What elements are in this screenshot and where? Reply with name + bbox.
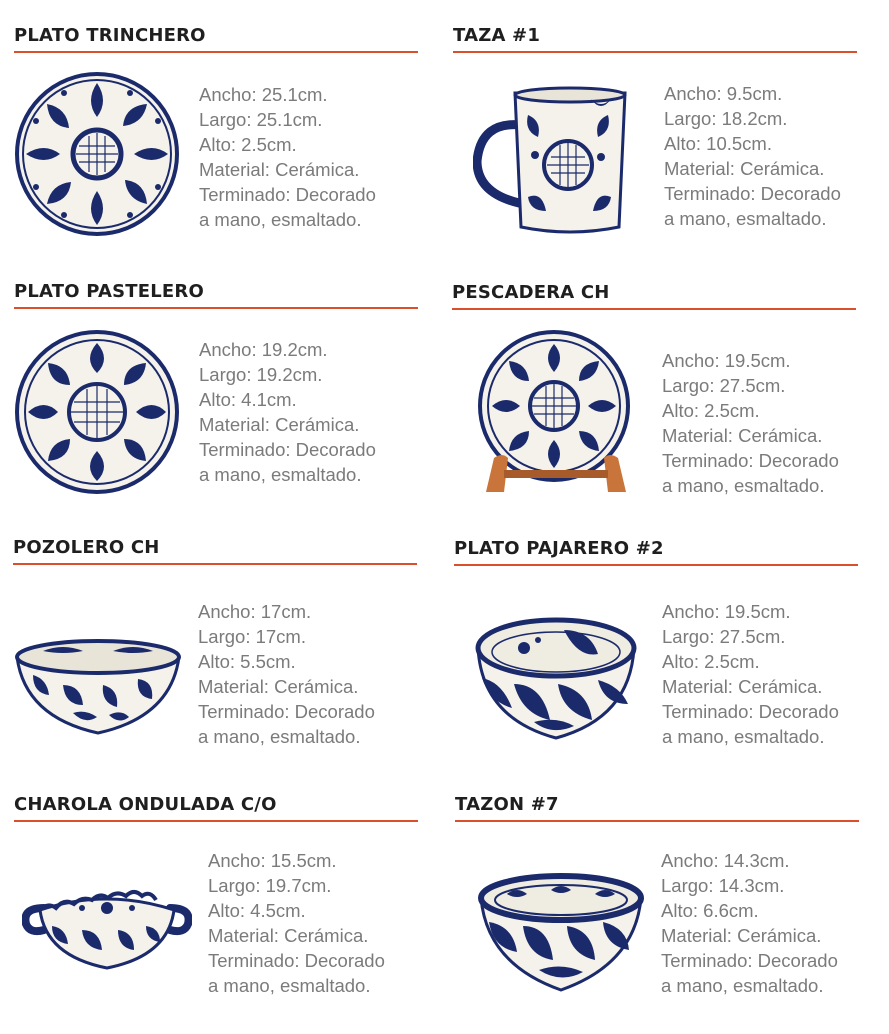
product-card-tazon-7 <box>455 794 875 1034</box>
product-specs <box>662 348 839 498</box>
spec-alto: Alto: 2.5cm. <box>662 400 760 421</box>
bowl-icon <box>477 870 645 995</box>
product-specs <box>199 82 376 232</box>
spec-terminado-cont: a mano, esmaltado. <box>662 475 825 496</box>
title-divider <box>13 563 417 565</box>
spec-terminado-cont: a mano, esmaltado. <box>662 726 825 747</box>
product-specs <box>199 337 376 487</box>
spec-terminado-cont: a mano, esmaltado. <box>199 209 362 230</box>
spec-ancho: Ancho: 14.3cm. <box>661 850 790 871</box>
product-title: CHAROLA ONDULADA C/O <box>14 794 277 815</box>
product-card-charola-ondulada <box>14 794 434 1034</box>
spec-largo: Largo: 19.2cm. <box>199 364 323 385</box>
spec-largo: Largo: 25.1cm. <box>199 109 323 130</box>
deep-bowl-icon <box>474 614 639 744</box>
spec-ancho: Ancho: 19.5cm. <box>662 350 791 371</box>
spec-ancho: Ancho: 9.5cm. <box>664 83 783 104</box>
spec-terminado-cont: a mano, esmaltado. <box>198 726 361 747</box>
spec-terminado: Terminado: Decorado <box>661 950 838 971</box>
spec-largo: Largo: 17cm. <box>198 626 306 647</box>
spec-material: Material: Cerámica. <box>662 425 823 446</box>
product-specs <box>664 81 841 231</box>
handled-dish-icon <box>22 886 192 976</box>
spec-terminado-cont: a mano, esmaltado. <box>208 975 371 996</box>
spec-alto: Alto: 4.1cm. <box>199 389 297 410</box>
product-title: POZOLERO CH <box>13 537 160 558</box>
spec-alto: Alto: 2.5cm. <box>662 651 760 672</box>
product-title: PESCADERA CH <box>452 282 610 303</box>
spec-terminado: Terminado: Decorado <box>199 439 376 460</box>
spec-alto: Alto: 5.5cm. <box>198 651 296 672</box>
spec-material: Material: Cerámica. <box>198 676 359 697</box>
title-divider <box>452 308 856 310</box>
product-specs <box>662 599 839 749</box>
product-specs <box>208 848 385 998</box>
spec-alto: Alto: 4.5cm. <box>208 900 306 921</box>
spec-material: Material: Cerámica. <box>199 159 360 180</box>
title-divider <box>453 51 857 53</box>
spec-largo: Largo: 19.7cm. <box>208 875 332 896</box>
spec-ancho: Ancho: 19.5cm. <box>662 601 791 622</box>
product-card-pozolero-ch <box>13 537 433 777</box>
spec-alto: Alto: 10.5cm. <box>664 133 772 154</box>
plate-icon <box>14 71 180 237</box>
product-title: PLATO PAJARERO #2 <box>454 538 664 559</box>
spec-terminado-cont: a mano, esmaltado. <box>199 464 362 485</box>
title-divider <box>14 820 418 822</box>
product-title: PLATO PASTELERO <box>14 281 204 302</box>
spec-largo: Largo: 27.5cm. <box>662 375 786 396</box>
title-divider <box>14 307 418 309</box>
spec-largo: Largo: 14.3cm. <box>661 875 785 896</box>
spec-alto: Alto: 6.6cm. <box>661 900 759 921</box>
mug-icon <box>473 85 638 235</box>
spec-material: Material: Cerámica. <box>208 925 369 946</box>
title-divider <box>455 820 859 822</box>
product-card-taza-1 <box>453 25 873 265</box>
product-title: PLATO TRINCHERO <box>14 25 206 46</box>
spec-terminado: Terminado: Decorado <box>199 184 376 205</box>
spec-material: Material: Cerámica. <box>661 925 822 946</box>
spec-terminado-cont: a mano, esmaltado. <box>664 208 827 229</box>
product-card-plato-trinchero <box>14 25 434 265</box>
product-card-plato-pajarero-2 <box>454 538 874 778</box>
plate-on-stand-icon <box>476 330 636 495</box>
spec-ancho: Ancho: 17cm. <box>198 601 312 622</box>
spec-terminado: Terminado: Decorado <box>664 183 841 204</box>
spec-material: Material: Cerámica. <box>664 158 825 179</box>
spec-material: Material: Cerámica. <box>662 676 823 697</box>
title-divider <box>454 564 858 566</box>
spec-ancho: Ancho: 25.1cm. <box>199 84 328 105</box>
spec-ancho: Ancho: 19.2cm. <box>199 339 328 360</box>
product-specs <box>661 848 838 998</box>
plate-icon <box>14 329 180 495</box>
spec-ancho: Ancho: 15.5cm. <box>208 850 337 871</box>
spec-terminado: Terminado: Decorado <box>662 450 839 471</box>
title-divider <box>14 51 418 53</box>
product-card-plato-pastelero <box>14 281 434 521</box>
spec-terminado: Terminado: Decorado <box>662 701 839 722</box>
product-title: TAZON #7 <box>455 794 559 815</box>
product-card-pescadera-ch <box>452 282 872 522</box>
spec-terminado: Terminado: Decorado <box>208 950 385 971</box>
spec-largo: Largo: 27.5cm. <box>662 626 786 647</box>
spec-largo: Largo: 18.2cm. <box>664 108 788 129</box>
shallow-bowl-icon <box>13 635 183 740</box>
spec-material: Material: Cerámica. <box>199 414 360 435</box>
spec-terminado-cont: a mano, esmaltado. <box>661 975 824 996</box>
spec-alto: Alto: 2.5cm. <box>199 134 297 155</box>
product-title: TAZA #1 <box>453 25 541 46</box>
spec-terminado: Terminado: Decorado <box>198 701 375 722</box>
product-specs <box>198 599 375 749</box>
